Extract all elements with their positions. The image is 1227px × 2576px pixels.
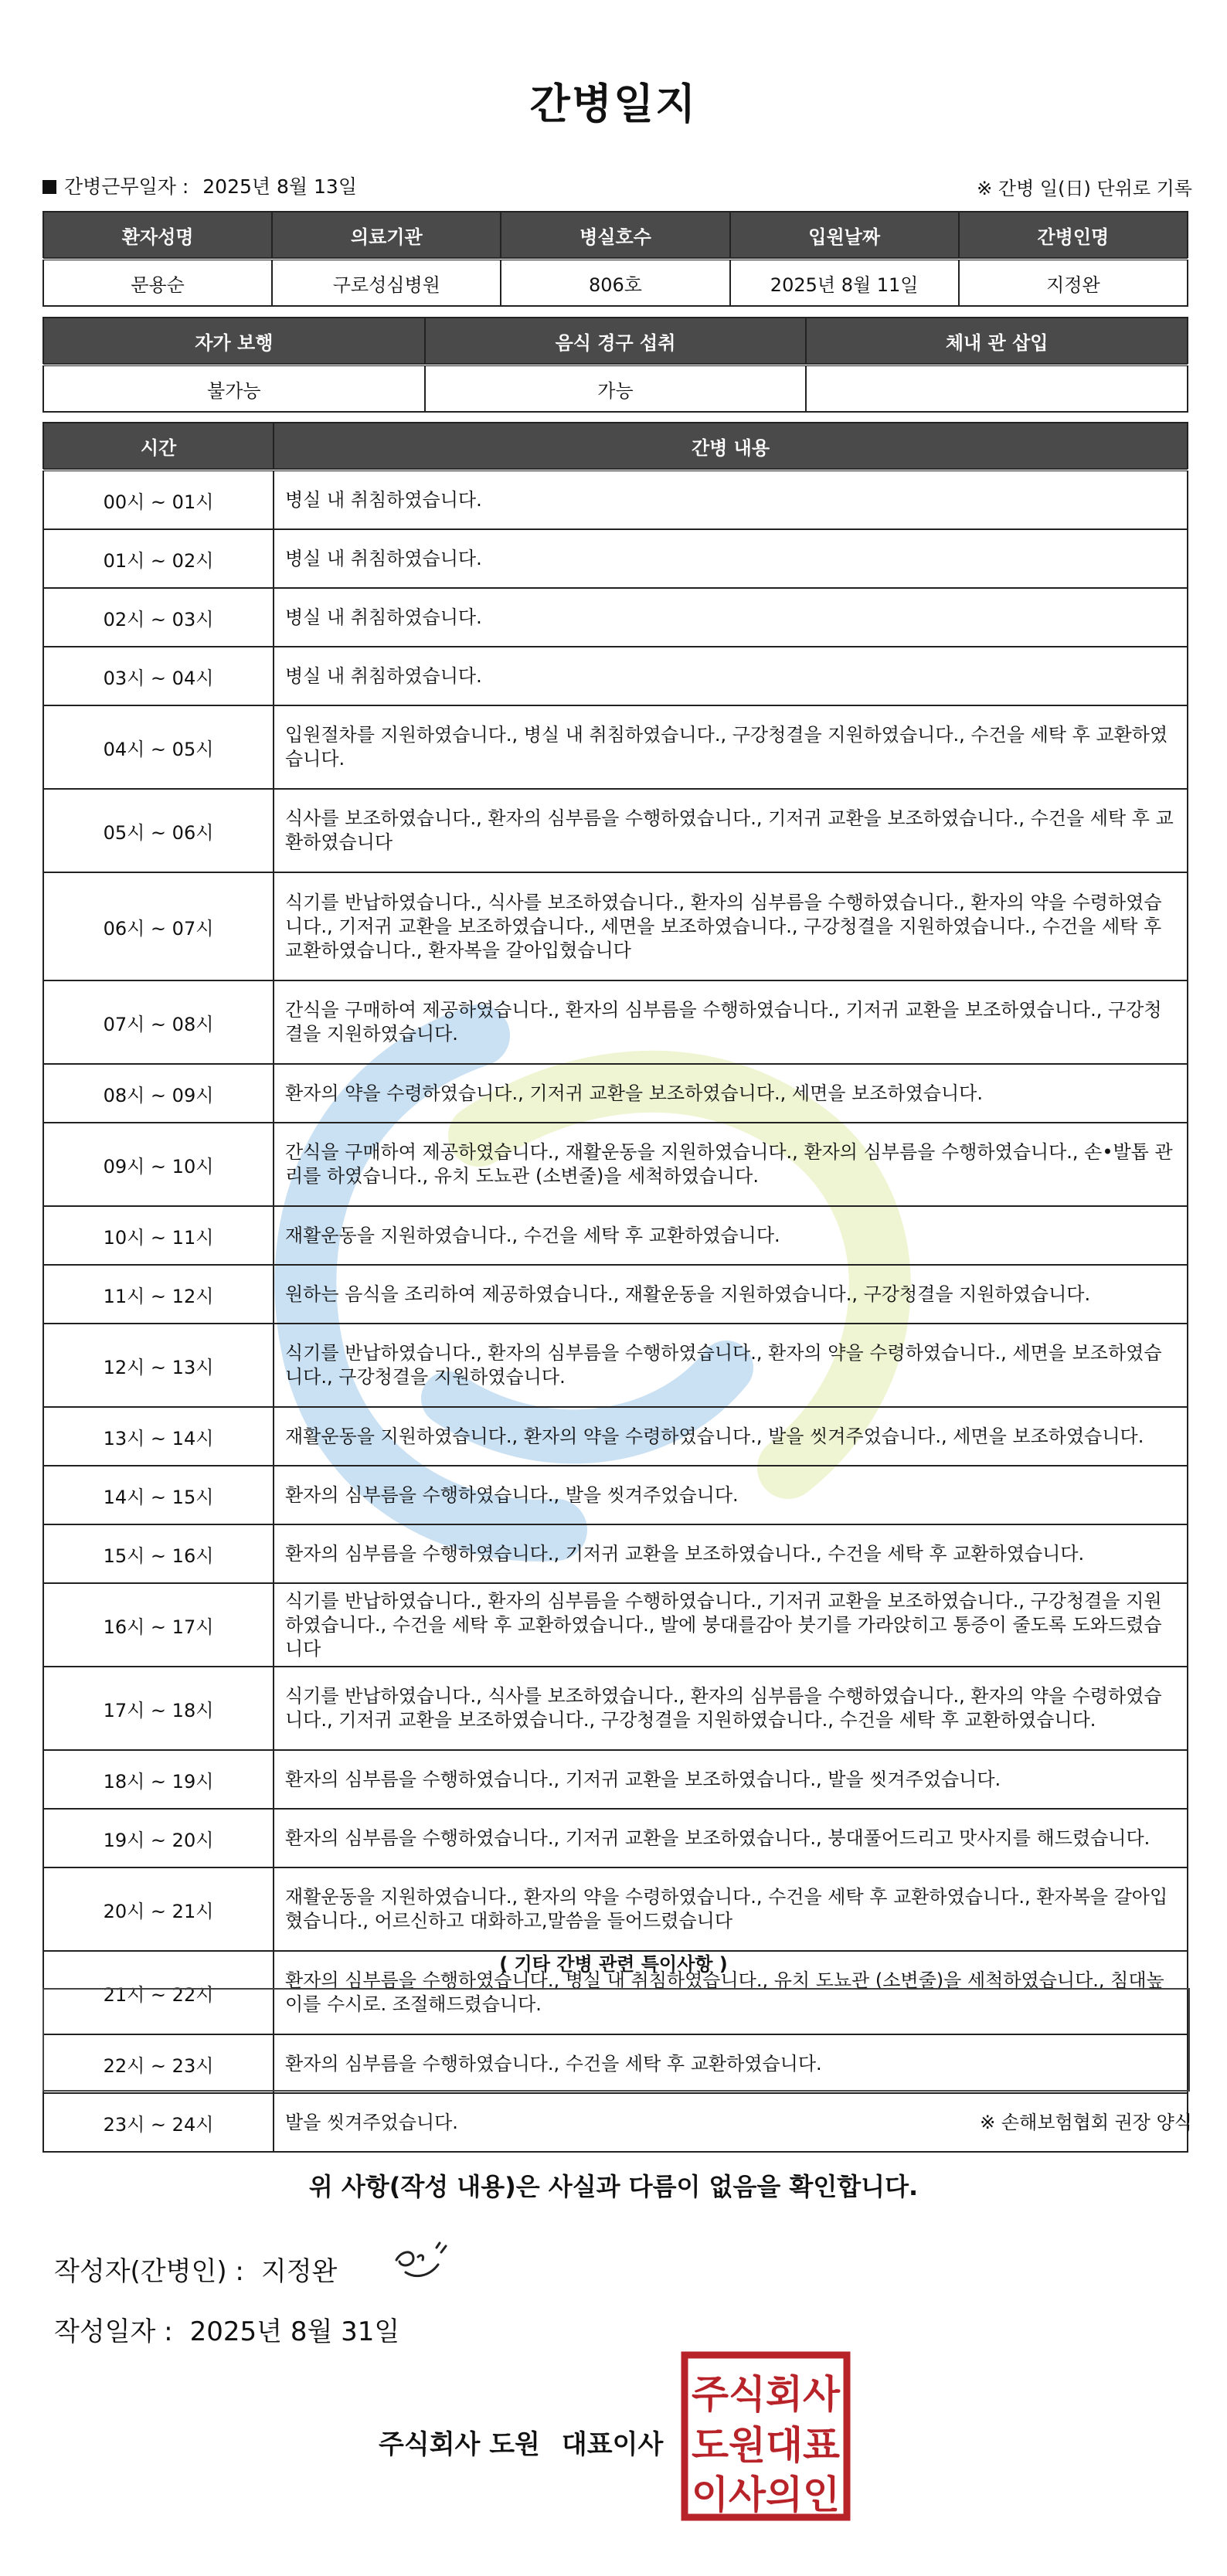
log-time: 16시 ~ 17시 xyxy=(43,1583,274,1667)
header-tube-insertion: 체내 관 삽입 xyxy=(806,318,1188,365)
admission-date: 2025년 8월 11일 xyxy=(730,259,959,306)
log-content: 식기를 반납하였습니다., 환자의 심부름을 수행하였습니다., 환자의 약을 수령하였습니다., 세면을 보조하였습니다., 구강청결을 지원하였습니다. xyxy=(274,1324,1188,1407)
log-time: 07시 ~ 08시 xyxy=(43,980,274,1064)
log-content: 입원절차를 지원하였습니다., 병실 내 취침하였습니다., 구강청결을 지원하였습니다., 수건을 세탁 후 교환하였습니다. xyxy=(274,705,1188,789)
log-content: 식기를 반납하였습니다., 환자의 심부름을 수행하였습니다., 기저귀 교환을 보조하였습니다., 구강청결을 지원하였습니다., 수건을 세탁 후 교환하였습니다., 발에 붕대를감아 붓기를 가라앉히고 통증이 줄도록 도와드렸습니다 xyxy=(274,1583,1188,1667)
header-hospital: 의료기관 xyxy=(272,212,501,259)
log-content: 병실 내 취침하였습니다. xyxy=(274,647,1188,705)
self-walking-value: 불가능 xyxy=(43,365,425,412)
write-date-label: 작성일자 : xyxy=(54,2316,173,2347)
log-time: 01시 ~ 02시 xyxy=(43,529,274,588)
log-time: 06시 ~ 07시 xyxy=(43,872,274,980)
confirm-statement: 위 사항(작성 내용)은 사실과 다름이 없음을 확인합니다. xyxy=(308,2172,919,2201)
patient-status-table xyxy=(42,317,1188,413)
header-time: 시간 xyxy=(43,423,274,470)
seal-line-3: 이사의인 xyxy=(692,2472,840,2517)
log-time: 17시 ~ 18시 xyxy=(43,1667,274,1750)
log-time: 09시 ~ 10시 xyxy=(43,1123,274,1206)
log-time: 13시 ~ 14시 xyxy=(43,1407,274,1466)
log-time: 08시 ~ 09시 xyxy=(43,1064,274,1123)
seal-line-2: 도원대표 xyxy=(692,2423,841,2468)
unit-note: ※ 간병 일(日) 단위로 기록 xyxy=(977,178,1192,199)
log-time: 04시 ~ 05시 xyxy=(43,705,274,789)
table-row xyxy=(43,789,1188,872)
patient-name: 문용순 xyxy=(43,259,272,306)
caregiver-name: 지정완 xyxy=(959,259,1188,306)
log-time: 14시 ~ 15시 xyxy=(43,1466,274,1524)
work-date xyxy=(42,172,357,199)
log-time: 02시 ~ 03시 xyxy=(43,588,274,647)
log-content: 환자의 심부름을 수행하였습니다., 수건을 세탁 후 교환하였습니다. xyxy=(274,2034,1188,2093)
header-oral-intake: 음식 경구 섭취 xyxy=(425,318,807,365)
log-content: 병실 내 취침하였습니다. xyxy=(274,529,1188,588)
table-row xyxy=(43,1583,1188,1667)
table-row xyxy=(43,872,1188,980)
table-row xyxy=(43,1407,1188,1466)
table-row xyxy=(43,1324,1188,1407)
square-bullet-icon xyxy=(42,180,56,194)
log-time: 03시 ~ 04시 xyxy=(43,647,274,705)
log-time: 10시 ~ 11시 xyxy=(43,1206,274,1265)
header-patient-name: 환자성명 xyxy=(43,212,272,259)
log-time: 19시 ~ 20시 xyxy=(43,1809,274,1867)
log-content: 원하는 음식을 조리하여 제공하였습니다., 재활운동을 지원하였습니다., 구강청결을 지원하였습니다. xyxy=(274,1265,1188,1324)
log-content: 식기를 반납하였습니다., 식사를 보조하였습니다., 환자의 심부름을 수행하였습니다., 환자의 약을 수령하였습니다., 기저귀 교환을 보조하였습니다., 세면을 보조하였습니다., 구강청결을 지원하였습니다., 수건을 세탁 후 교환하였습니다., 환자복을 갈아입혔습니다 xyxy=(274,872,1188,980)
work-date-value: 2025년 8월 13일 xyxy=(202,175,357,198)
log-content: 간식을 구매하여 제공하였습니다., 환자의 심부름을 수행하였습니다., 기저귀 교환을 보조하였습니다., 구강청결을 지원하였습니다. xyxy=(274,980,1188,1064)
table-row xyxy=(43,588,1188,647)
header-care-content: 간병 내용 xyxy=(274,423,1188,470)
table-row xyxy=(43,1064,1188,1123)
log-time: 05시 ~ 06시 xyxy=(43,789,274,872)
special-notes-title: ( 기타 간병 관련 특이사항 ) xyxy=(499,1953,728,1975)
work-date-label: 간병근무일자 : xyxy=(64,175,189,198)
writer-label: 작성자(간병인) : xyxy=(54,2256,244,2287)
log-content: 식기를 반납하였습니다., 식사를 보조하였습니다., 환자의 심부름을 수행하였습니다., 환자의 약을 수령하였습니다., 기저귀 교환을 보조하였습니다., 구강청결을 지원하였습니다., 수건을 세탁 후 교환하였습니다. xyxy=(274,1667,1188,1750)
log-content: 병실 내 취침하였습니다. xyxy=(274,588,1188,647)
table-row xyxy=(43,1466,1188,1524)
log-time: 18시 ~ 19시 xyxy=(43,1750,274,1809)
table-row xyxy=(43,1750,1188,1809)
log-content: 재활운동을 지원하였습니다., 환자의 약을 수령하였습니다., 발을 씻겨주었습니다., 세면을 보조하였습니다. xyxy=(274,1407,1188,1466)
log-content: 병실 내 취침하였습니다. xyxy=(274,470,1188,529)
signature-icon xyxy=(390,2237,460,2283)
table-row xyxy=(43,1667,1188,1750)
log-content: 재활운동을 지원하였습니다., 수건을 세탁 후 교환하였습니다. xyxy=(274,1206,1188,1265)
writer-line xyxy=(54,2250,337,2288)
care-log-table xyxy=(42,422,1188,2153)
association-note: ※ 손해보험협회 권장 양식 xyxy=(980,2112,1192,2133)
company-seal-icon xyxy=(680,2350,851,2522)
page-title: 간병일지 xyxy=(529,80,698,128)
table-row xyxy=(43,529,1188,588)
write-date-line xyxy=(54,2310,399,2348)
company-name: 주식회사 도원 xyxy=(379,2429,540,2460)
log-content: 환자의 심부름을 수행하였습니다., 기저귀 교환을 보조하였습니다., 붕대풀어드리고 맛사지를 해드렸습니다. xyxy=(274,1809,1188,1867)
log-content: 환자의 심부름을 수행하였습니다., 발을 씻겨주었습니다. xyxy=(274,1466,1188,1524)
log-time: 12시 ~ 13시 xyxy=(43,1324,274,1407)
patient-info-table xyxy=(42,211,1188,307)
writer-value: 지정완 xyxy=(260,2256,338,2287)
log-content: 발을 씻겨주었습니다. xyxy=(274,2093,1188,2152)
table-row xyxy=(43,980,1188,1064)
write-date-value: 2025년 8월 31일 xyxy=(189,2316,400,2347)
log-content: 간식을 구매하여 제공하였습니다., 재활운동을 지원하였습니다., 환자의 심부름을 수행하였습니다., 손•발톱 관리를 하였습니다., 유치 도뇨관 (소변줄)을 세척하였습니다. xyxy=(274,1123,1188,1206)
table-row xyxy=(43,1867,1188,1951)
header-self-walking: 자가 보행 xyxy=(43,318,425,365)
log-content: 환자의 약을 수령하였습니다., 기저귀 교환을 보조하였습니다., 세면을 보조하였습니다. xyxy=(274,1064,1188,1123)
company-line xyxy=(379,2423,663,2461)
table-row xyxy=(43,1524,1188,1583)
company-role: 대표이사 xyxy=(561,2429,664,2460)
hospital-name: 구로성심병원 xyxy=(272,259,501,306)
table-row xyxy=(43,470,1188,529)
table-row xyxy=(43,705,1188,789)
header-admission-date: 입원날짜 xyxy=(730,212,959,259)
room-number: 806호 xyxy=(501,259,729,306)
log-content: 재활운동을 지원하였습니다., 환자의 약을 수령하였습니다., 수건을 세탁 후 교환하였습니다., 환자복을 갈아입혔습니다., 어르신하고 대화하고,말씀을 들어드렸습니다 xyxy=(274,1867,1188,1951)
table-row xyxy=(43,1123,1188,1206)
log-time: 21시 ~ 22시 xyxy=(43,1951,274,2034)
header-room-number: 병실호수 xyxy=(501,212,729,259)
table-row xyxy=(43,1809,1188,1867)
log-time: 22시 ~ 23시 xyxy=(43,2034,274,2093)
table-row xyxy=(43,647,1188,705)
table-row xyxy=(43,1206,1188,1265)
tube-insertion-value xyxy=(806,365,1188,412)
log-time: 00시 ~ 01시 xyxy=(43,470,274,529)
log-content: 환자의 심부름을 수행하였습니다., 기저귀 교환을 보조하였습니다., 발을 씻겨주었습니다. xyxy=(274,1750,1188,1809)
log-time: 23시 ~ 24시 xyxy=(43,2093,274,2152)
log-time: 11시 ~ 12시 xyxy=(43,1265,274,1324)
table-row xyxy=(43,1265,1188,1324)
log-content: 식사를 보조하였습니다., 환자의 심부름을 수행하였습니다., 기저귀 교환을 보조하였습니다., 수건을 세탁 후 교환하였습니다 xyxy=(274,789,1188,872)
seal-line-1: 주식회사 xyxy=(692,2372,841,2417)
log-time: 15시 ~ 16시 xyxy=(43,1524,274,1583)
log-time: 20시 ~ 21시 xyxy=(43,1867,274,1951)
log-content: 환자의 심부름을 수행하였습니다., 기저귀 교환을 보조하였습니다., 수건을 세탁 후 교환하였습니다. xyxy=(274,1524,1188,1583)
header-caregiver-name: 간병인명 xyxy=(959,212,1188,259)
special-notes-box xyxy=(42,1988,1190,2092)
log-content: 환자의 심부름을 수행하였습니다., 병실 내 취침하였습니다., 유치 도뇨관 (소변줄)을 세척하였습니다., 침대높이를 수시로. 조절해드렸습니다. xyxy=(274,1951,1188,2034)
oral-intake-value: 가능 xyxy=(425,365,807,412)
